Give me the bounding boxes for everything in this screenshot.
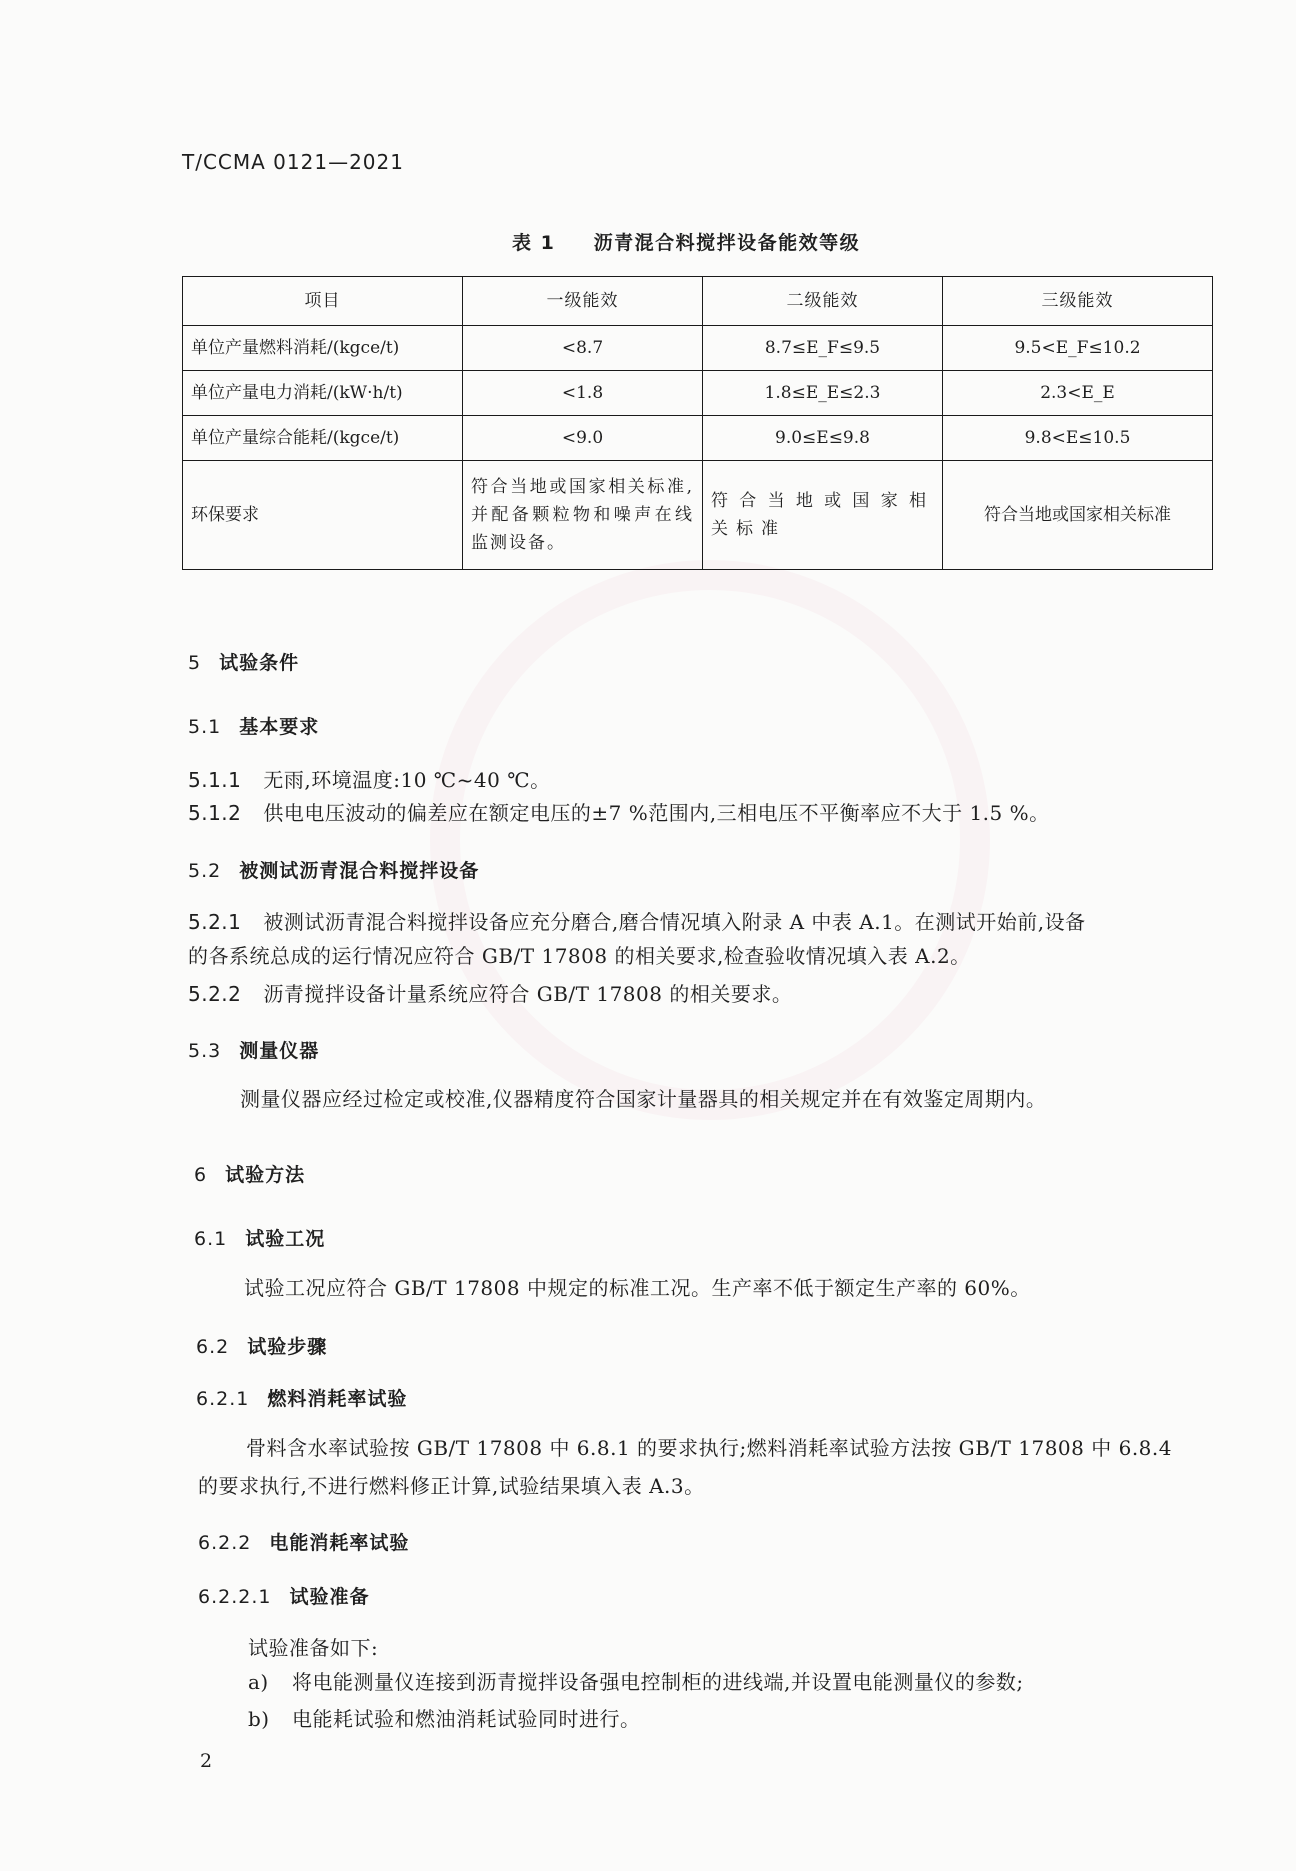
- clause: [188, 764, 551, 793]
- table-row: [183, 416, 1213, 461]
- clause-text: 被测试沥青混合料搅拌设备应充分磨合,磨合情况填入附录 A 中表 A.1。在测试开始前,设备: [263, 910, 1086, 934]
- paragraph: 骨料含水率试验按 GB/T 17808 中 6.8.1 的要求执行;燃料消耗率试验方法按 GB/T 17808 中 6.8.4: [246, 1436, 1172, 1460]
- list-item: [248, 1666, 1024, 1695]
- section-title: 试验工况: [245, 1228, 326, 1250]
- table-cell: 符合当地或国家相关标准,并配备颗粒物和噪声在线监测设备。: [463, 461, 703, 570]
- row-label: 单位产量综合能耗/(kgce/t): [183, 416, 463, 461]
- list-item: [248, 1703, 641, 1732]
- section-number: 6.2.2: [198, 1532, 252, 1554]
- section-title: 电能消耗率试验: [269, 1532, 410, 1554]
- section-number: 6.2: [196, 1336, 230, 1358]
- row-label: 单位产量燃料消耗/(kgce/t): [183, 326, 463, 371]
- clause-text: 沥青搅拌设备计量系统应符合 GB/T 17808 的相关要求。: [263, 982, 793, 1006]
- clause: [188, 797, 1050, 826]
- clause-number: 5.2.2: [188, 982, 242, 1006]
- section-number: 6.2.1: [196, 1388, 250, 1410]
- section-number: 6.2.2.1: [198, 1586, 272, 1608]
- paragraph: 试验准备如下:: [248, 1636, 379, 1660]
- header-cell: 一级能效: [463, 277, 703, 326]
- table-header-row: [183, 277, 1213, 326]
- list-text: 电能耗试验和燃油消耗试验同时进行。: [292, 1707, 641, 1731]
- clause: [188, 978, 792, 1007]
- section-title: 测量仪器: [239, 1040, 320, 1062]
- paragraph: 测量仪器应经过检定或校准,仪器精度符合国家计量器具的相关规定并在有效鉴定周期内。: [240, 1087, 1047, 1111]
- section-heading: [188, 1036, 319, 1063]
- section-heading: [188, 712, 319, 739]
- section-heading: [194, 1160, 305, 1187]
- table-cell: 9.5<E_F≤10.2: [943, 326, 1213, 371]
- table-cell: <1.8: [463, 371, 703, 416]
- paragraph-continuation: 的要求执行,不进行燃料修正计算,试验结果填入表 A.3。: [198, 1474, 705, 1498]
- clause-number: 5.1.2: [188, 801, 242, 825]
- section-title: 试验条件: [219, 652, 300, 674]
- list-marker: b): [248, 1707, 270, 1731]
- section-number: 5.3: [188, 1040, 222, 1062]
- table-row: [183, 371, 1213, 416]
- section-heading: [188, 856, 479, 883]
- table-caption-title: 沥青混合料搅拌设备能效等级: [593, 232, 861, 254]
- header-cell: 二级能效: [703, 277, 943, 326]
- paragraph: 试验工况应符合 GB/T 17808 中规定的标准工况。生产率不低于额定生产率的 60%。: [244, 1276, 1031, 1300]
- table-caption: [512, 228, 860, 255]
- table-cell: 符合当地或国家相关标准: [703, 461, 943, 570]
- table-cell: 9.8<E≤10.5: [943, 416, 1213, 461]
- header-cell: 项目: [183, 277, 463, 326]
- table-cell: 符合当地或国家相关标准: [943, 461, 1213, 570]
- table-cell: 1.8≤E_E≤2.3: [703, 371, 943, 416]
- section-heading: [198, 1528, 409, 1555]
- watermark-stamp: [430, 560, 990, 1120]
- clause-number: 5.1.1: [188, 768, 242, 792]
- table-cell: 8.7≤E_F≤9.5: [703, 326, 943, 371]
- section-heading: [188, 648, 299, 675]
- section-number: 5.1: [188, 716, 222, 738]
- table-cell: 9.0≤E≤9.8: [703, 416, 943, 461]
- document-id: T/CCMA 0121—2021: [182, 150, 404, 174]
- section-number: 5.2: [188, 860, 222, 882]
- section-title: 燃料消耗率试验: [267, 1388, 408, 1410]
- row-label: 单位产量电力消耗/(kW·h/t): [183, 371, 463, 416]
- section-title: 试验准备: [289, 1586, 370, 1608]
- table-row: [183, 461, 1213, 570]
- table-row: [183, 326, 1213, 371]
- section-title: 被测试沥青混合料搅拌设备: [239, 860, 480, 882]
- energy-efficiency-table: [182, 276, 1213, 570]
- list-marker: a): [248, 1670, 269, 1694]
- table-cell: <9.0: [463, 416, 703, 461]
- table-cell: <8.7: [463, 326, 703, 371]
- section-heading: [198, 1582, 370, 1609]
- clause-text: 无雨,环境温度:10 ℃~40 ℃。: [263, 768, 551, 792]
- table-caption-number: 表 1: [512, 232, 556, 254]
- section-heading: [196, 1332, 327, 1359]
- clause-number: 5.2.1: [188, 910, 242, 934]
- clause-text: 供电电压波动的偏差应在额定电压的±7 %范围内,三相电压不平衡率应不大于 1.5 %。: [263, 801, 1050, 825]
- section-number: 6.1: [194, 1228, 228, 1250]
- section-title: 基本要求: [239, 716, 320, 738]
- row-label: 环保要求: [183, 461, 463, 570]
- list-text: 将电能测量仪连接到沥青搅拌设备强电控制柜的进线端,并设置电能测量仪的参数;: [292, 1670, 1024, 1694]
- section-heading: [196, 1384, 407, 1411]
- section-number: 5: [188, 652, 202, 674]
- clause-continuation: 的各系统总成的运行情况应符合 GB/T 17808 的相关要求,检查验收情况填入表 A.2。: [188, 944, 971, 968]
- header-cell: 三级能效: [943, 277, 1213, 326]
- page-number: 2: [200, 1750, 213, 1772]
- section-title: 试验步骤: [247, 1336, 328, 1358]
- section-number: 6: [194, 1164, 208, 1186]
- section-title: 试验方法: [225, 1164, 306, 1186]
- clause: [188, 906, 1086, 935]
- table-cell: 2.3<E_E: [943, 371, 1213, 416]
- section-heading: [194, 1224, 325, 1251]
